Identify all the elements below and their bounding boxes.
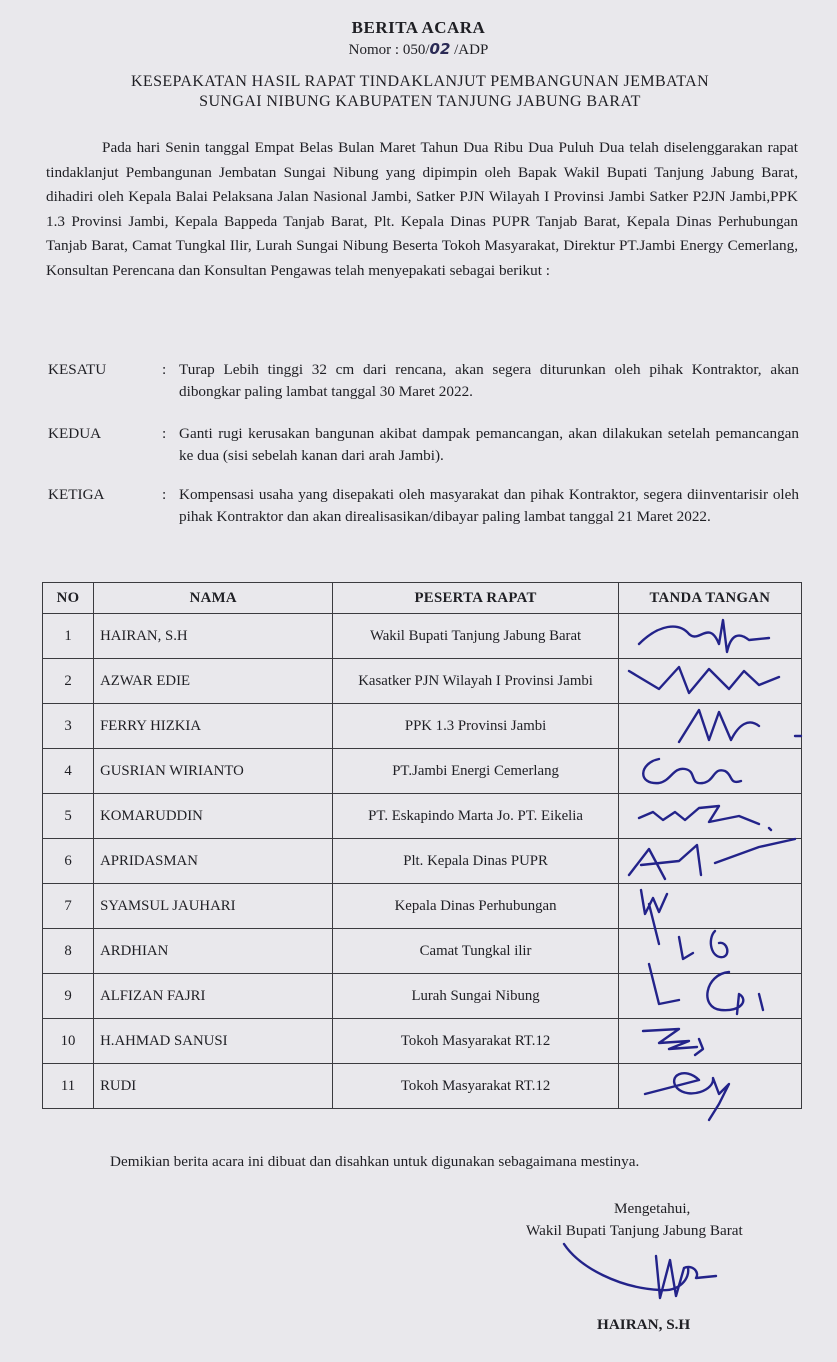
agreement-label: KESATU (48, 361, 107, 378)
agreement-text: Turap Lebih tinggi 32 cm dari rencana, akan segera diturunkan oleh pihak Kontraktor, akan dibongkar paling lambat tanggal 30 Maret 2022. (179, 361, 799, 400)
cell-peserta: Lurah Sungai Nibung (333, 974, 618, 1019)
handwritten-signature (619, 1064, 789, 1108)
header-nama: NAMA (94, 583, 333, 614)
signatory-name: HAIRAN, S.H (597, 1316, 691, 1333)
handwritten-signature (619, 929, 789, 973)
table-row (43, 704, 802, 749)
cell-signature (618, 704, 801, 749)
cell-signature (618, 974, 801, 1019)
cell-signature (618, 659, 801, 704)
table-row (43, 614, 802, 659)
table-row (43, 884, 802, 929)
nomor-suffix: /ADP (450, 42, 489, 58)
cell-signature (618, 1064, 801, 1109)
table-row (43, 659, 802, 704)
cell-nama: ALFIZAN FAJRI (94, 974, 333, 1019)
handwritten-signature (619, 659, 789, 703)
cell-no: 1 (43, 614, 94, 659)
official-signature (560, 1238, 760, 1318)
agreement-text: Kompensasi usaha yang disepakati oleh masyarakat dan pihak Kontraktor, segera diinventarisir oleh pihak Kontraktor dan akan direalisasikan/dibayar paling lambat tanggal 21 Maret 2022. (179, 486, 799, 525)
cell-signature (618, 614, 801, 659)
cell-signature (618, 884, 801, 929)
cell-peserta: Camat Tungkal ilir (333, 929, 618, 974)
signatory-position: Wakil Bupati Tanjung Jabung Barat (526, 1222, 743, 1239)
cell-no: 2 (43, 659, 94, 704)
handwritten-signature (619, 839, 789, 883)
agreement-label: KETIGA (48, 486, 105, 503)
cell-nama: FERRY HIZKIA (94, 704, 333, 749)
attendance-table (42, 582, 802, 1109)
cell-nama: H.AHMAD SANUSI (94, 1019, 333, 1064)
document-subject (60, 72, 780, 112)
cell-peserta: Tokoh Masyarakat RT.12 (333, 1064, 618, 1109)
cell-nama: HAIRAN, S.H (94, 614, 333, 659)
table-row (43, 749, 802, 794)
mengetahui-label: Mengetahui, (614, 1200, 691, 1217)
cell-no: 7 (43, 884, 94, 929)
table-row (43, 794, 802, 839)
cell-peserta: Plt. Kepala Dinas PUPR (333, 839, 618, 884)
handwritten-signature (619, 614, 789, 658)
cell-nama: RUDI (94, 1064, 333, 1109)
handwritten-signature (619, 749, 789, 793)
intro-paragraph: Pada hari Senin tanggal Empat Belas Bulan Maret Tahun Dua Ribu Dua Puluh Dua telah diselenggarakan rapat tindaklanjut Pembangunan Jembatan Sungai Nibung yang dipimpin oleh Bapak Wakil Bupati Tanjung Jabung Barat, dihadiri oleh Kepala Balai Pelaksana Jalan Nasional Jambi, Satker PJN Wilayah I Provinsi Jambi Satker P2JN Jambi,PPK 1.3 Provinsi Jambi, Kepala Bappeda Tanjab Barat, Plt. Kepala Dinas PUPR Tanjab Barat, Kepala Dinas Perhubungan Tanjab Barat, Camat Tungkal Ilir, Lurah Sungai Nibung Beserta Tokoh Masyarakat, Direktur PT.Jambi Energy Cemerlang, Konsultan Perencana dan Konsultan Pengawas telah menyepakati sebagai berikut : (46, 139, 798, 279)
cell-signature (618, 929, 801, 974)
cell-peserta: Wakil Bupati Tanjung Jabung Barat (333, 614, 618, 659)
header-peserta: PESERTA RAPAT (333, 583, 618, 614)
cell-nama: GUSRIAN WIRIANTO (94, 749, 333, 794)
cell-nama: KOMARUDDIN (94, 794, 333, 839)
header-tanda-tangan: TANDA TANGAN (618, 583, 801, 614)
table-row (43, 1019, 802, 1064)
table-row (43, 929, 802, 974)
agreement-colon: : (162, 361, 167, 378)
table-row (43, 1064, 802, 1109)
handwritten-signature (619, 974, 789, 1018)
cell-no: 4 (43, 749, 94, 794)
cell-nama: SYAMSUL JAUHARI (94, 884, 333, 929)
nomor-prefix: Nomor : 050/ (348, 42, 430, 58)
cell-no: 9 (43, 974, 94, 1019)
cell-signature (618, 839, 801, 884)
cell-no: 5 (43, 794, 94, 839)
agreement-text: Ganti rugi kerusakan bangunan akibat dampak pemancangan, akan dilakukan setelah pemancangan ke dua (sisi sebelah kanan dari arah Jambi). (179, 425, 799, 464)
cell-signature (618, 1019, 801, 1064)
cell-no: 11 (43, 1064, 94, 1109)
cell-nama: AZWAR EDIE (94, 659, 333, 704)
agreement-colon: : (162, 486, 167, 503)
cell-signature (618, 749, 801, 794)
nomor-handwritten: 02 (429, 40, 451, 58)
cell-peserta: Kasatker PJN Wilayah I Provinsi Jambi (333, 659, 618, 704)
cell-no: 3 (43, 704, 94, 749)
cell-peserta: PPK 1.3 Provinsi Jambi (333, 704, 618, 749)
cell-nama: ARDHIAN (94, 929, 333, 974)
cell-no: 10 (43, 1019, 94, 1064)
agreement-label: KEDUA (48, 425, 102, 442)
cell-peserta: Tokoh Masyarakat RT.12 (333, 1019, 618, 1064)
agreement-colon: : (162, 425, 167, 442)
header-no: NO (43, 583, 94, 614)
cell-nama: APRIDASMAN (94, 839, 333, 884)
closing-statement: Demikian berita acara ini dibuat dan disahkan untuk digunakan sebagaimana mestinya. (110, 1153, 640, 1170)
table-row (43, 974, 802, 1019)
handwritten-signature (619, 704, 789, 748)
cell-no: 8 (43, 929, 94, 974)
cell-peserta: PT. Eskapindo Marta Jo. PT. Eikelia (333, 794, 618, 839)
subject-line-1: KESEPAKATAN HASIL RAPAT TINDAKLANJUT PEMBANGUNAN JEMBATAN (130, 73, 710, 90)
document-title: BERITA ACARA (351, 18, 486, 37)
cell-peserta: PT.Jambi Energi Cemerlang (333, 749, 618, 794)
cell-signature (618, 794, 801, 839)
handwritten-signature (619, 884, 789, 928)
subject-line-2: SUNGAI NIBUNG KABUPATEN TANJUNG JABUNG BARAT (199, 93, 641, 110)
cell-peserta: Kepala Dinas Perhubungan (333, 884, 618, 929)
cell-no: 6 (43, 839, 94, 884)
table-header-row (43, 583, 802, 614)
table-row (43, 839, 802, 884)
handwritten-signature (619, 1019, 789, 1063)
handwritten-signature (619, 794, 789, 838)
document-number (0, 40, 837, 59)
